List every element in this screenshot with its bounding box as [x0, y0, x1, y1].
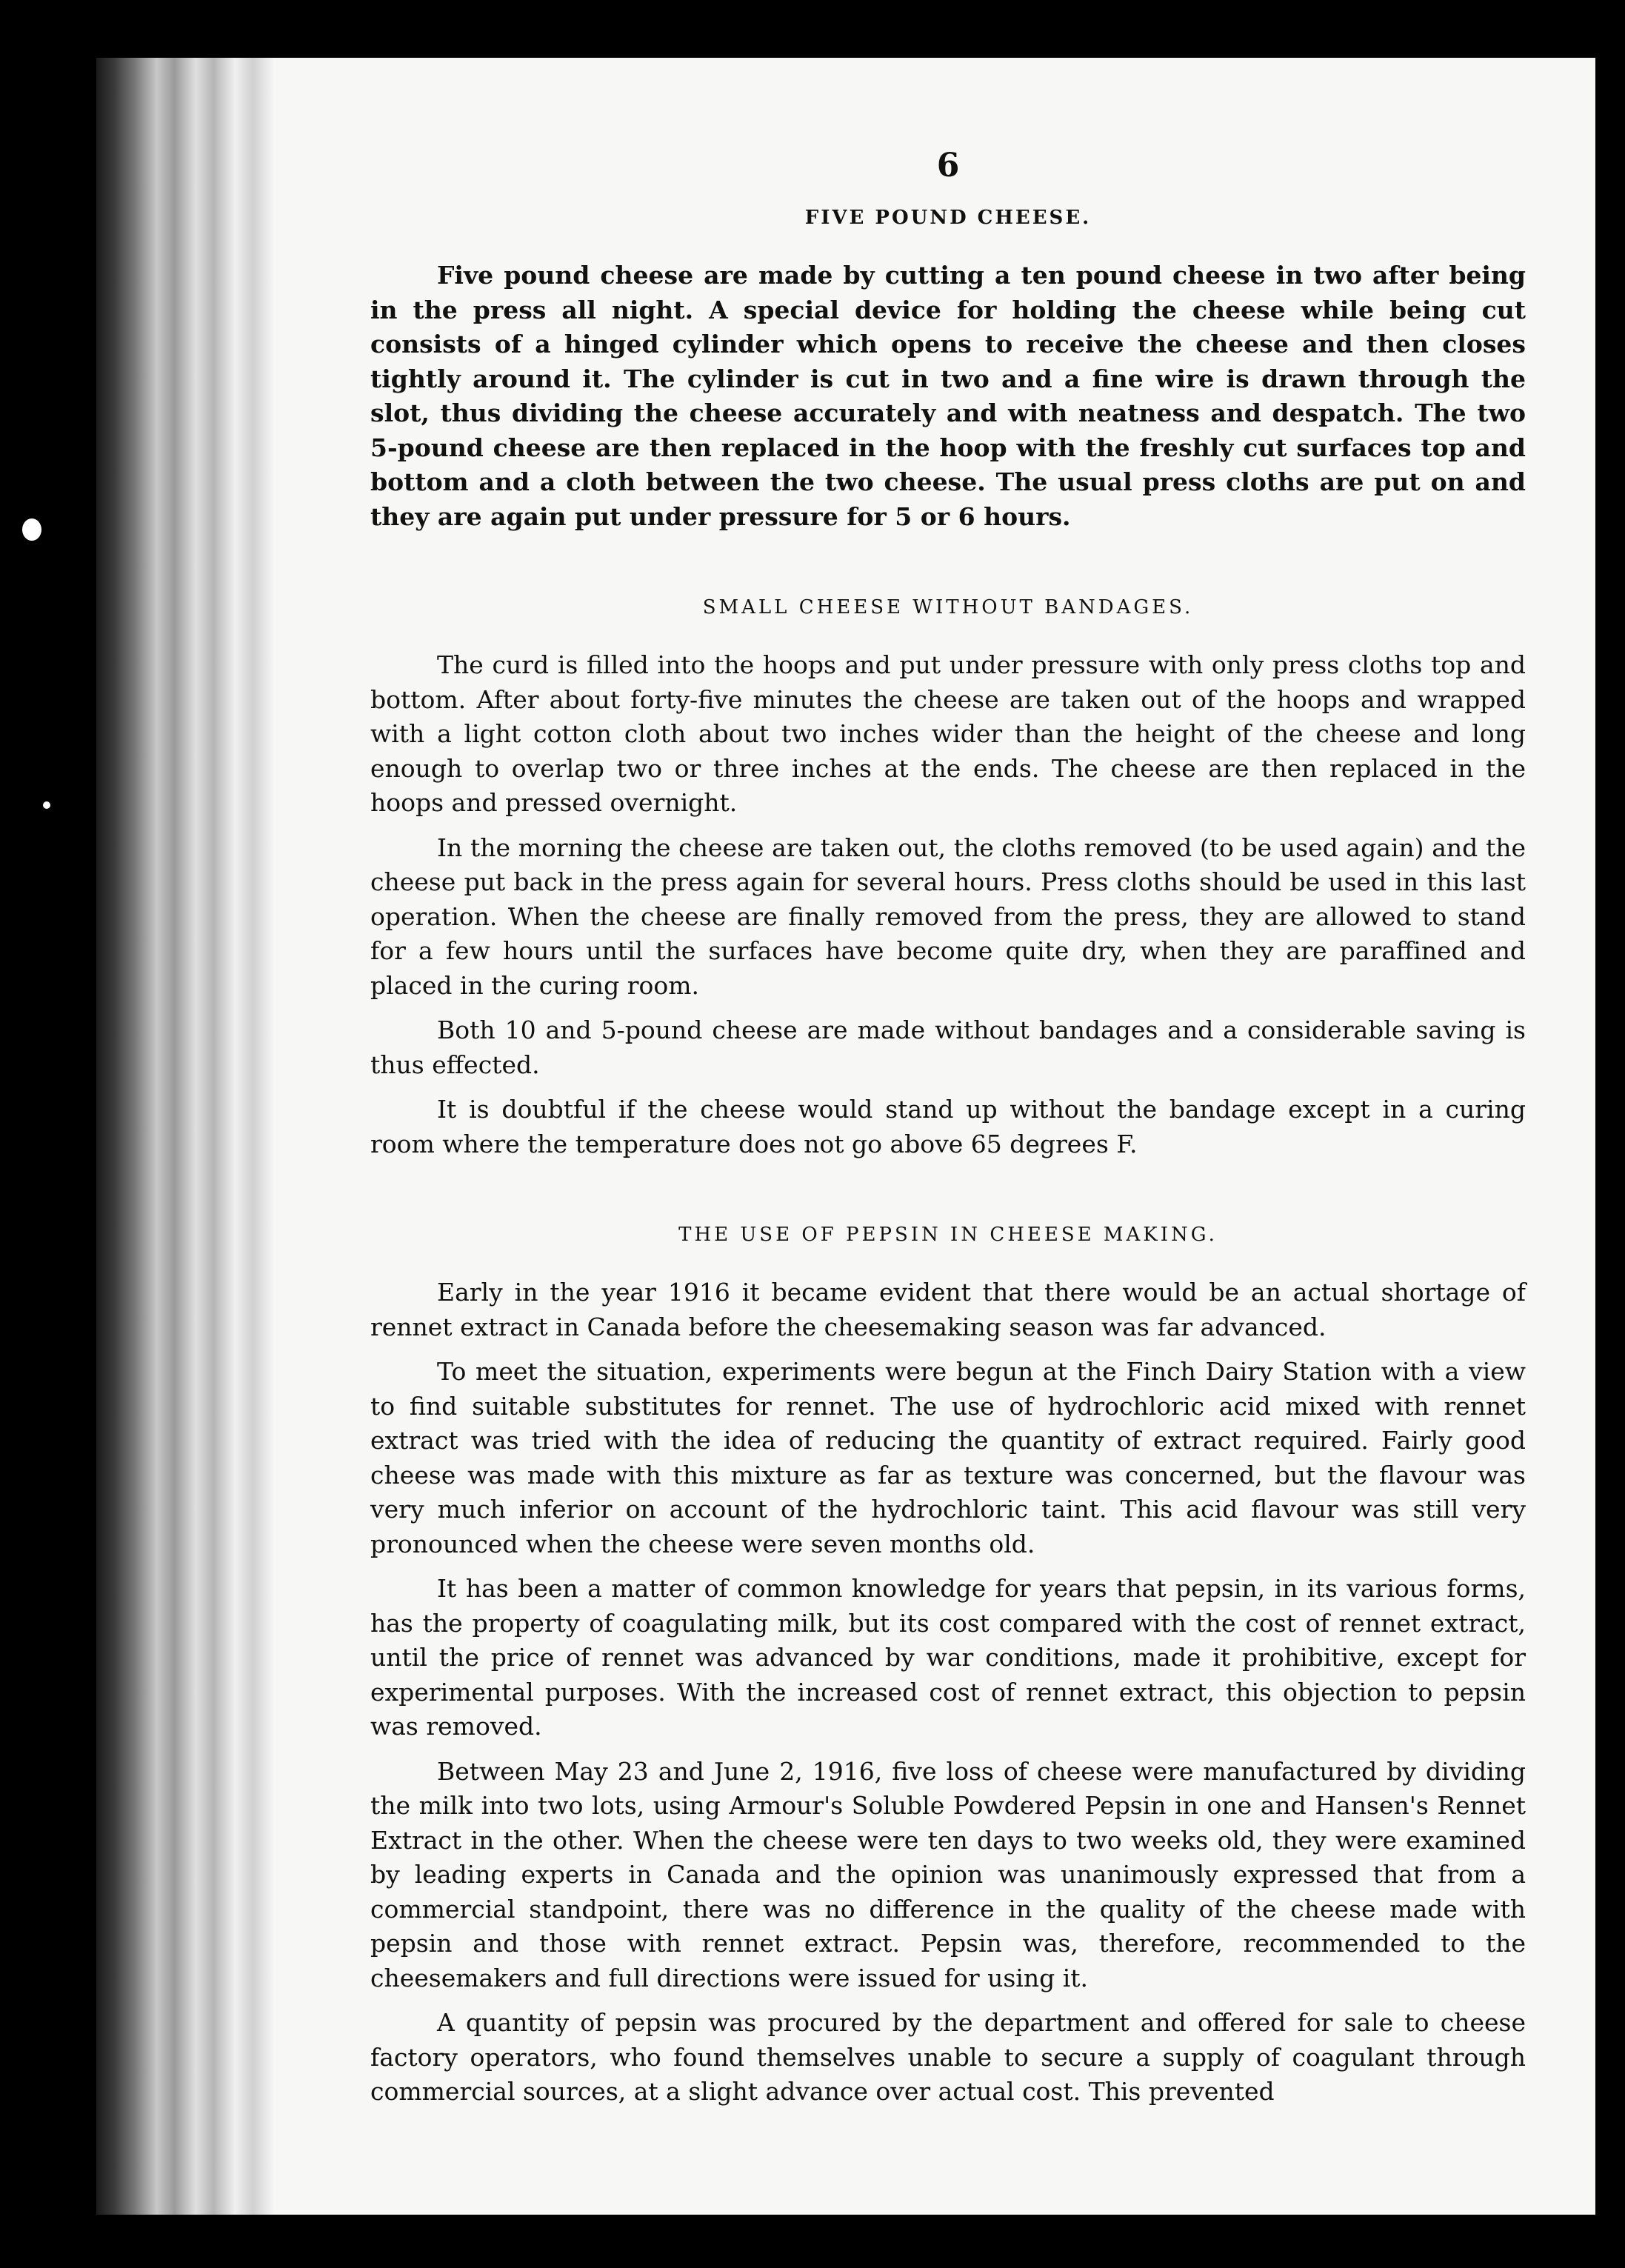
paragraph: Five pound cheese are made by cutting a ten pound cheese in two after being in the press all night. A special device for holding the cheese while being cut consists of a hinged cylinder which opens to receive the cheese and then closes tightly around it. The cylinder is cut in two and a fine wire is drawn through the slot, thus dividing the cheese accurately and with neatness and despatch. The two 5-pound cheese are then replaced in the hoop with the freshly cut surfaces top and bottom and a cloth between the two cheese. The usual press cloths are put on and they are again put under pressure for 5 or 6 hours. — [370, 261, 1526, 531]
paragraph: Between May 23 and June 2, 1916, five loss of cheese were manufactured by dividing the milk into two lots, using Armour's Soluble Powdered Pepsin in one and Hansen's Rennet Extract in the other. When the cheese were ten days to two weeks old, they were examined by leading experts in Canada and the opinion was unanimously expressed that from a commercial standpoint, there was no difference in the quality of the cheese made with pepsin and those with rennet extract. Pepsin was, therefore, recommended to the cheesemakers and full directions were issued for using it. — [370, 1756, 1526, 1992]
section-small-cheese-without-bandages — [370, 596, 1526, 1161]
paragraph: A quantity of pepsin was procured by the department and offered for sale to cheese factory operators, who found themselves unable to secure a supply of coagulant through commercial sources, at a slight advance over actual cost. This prevented — [370, 2008, 1526, 2106]
scan-speck — [43, 801, 50, 809]
scan-speck — [22, 518, 41, 541]
paragraph: In the morning the cheese are taken out, the cloths removed (to be used again) and the cheese put back in the press again for several hours. Press cloths should be used in this last operation. When the cheese are finally removed from the press, they are allowed to stand for a few hours until the surfaces have become quite dry, when they are paraffined and placed in the curing room. — [370, 833, 1526, 1000]
paragraph: Both 10 and 5-pound cheese are made without bandages and a considerable saving is thus effected. — [370, 1015, 1526, 1079]
paragraph: It has been a matter of common knowledge for years that pepsin, in its various forms, has the property of coagulating milk, but its cost compared with the cost of rennet extract, until the price of rennet was advanced by war conditions, made it prohibitive, except for experimental purposes. With the increased cost of rennet extract, this objection to pepsin was removed. — [370, 1574, 1526, 1741]
page-content — [370, 147, 1526, 2120]
paragraph: It is doubtful if the cheese would stand up without the bandage except in a curing room where the temperature does not go above 65 degrees F. — [370, 1095, 1526, 1158]
section-heading: FIVE POUND CHEESE. — [804, 207, 1092, 229]
document-page — [274, 58, 1595, 2215]
section-heading: THE USE OF PEPSIN IN CHEESE MAKING. — [678, 1224, 1218, 1246]
book-binding-edge — [96, 58, 274, 2215]
paragraph: Early in the year 1916 it became evident that there would be an actual shortage of rennet extract in Canada before the cheesemaking season was far advanced. — [370, 1278, 1526, 1341]
paragraph: To meet the situation, experiments were begun at the Finch Dairy Station with a view to find suitable substitutes for rennet. The use of hydrochloric acid mixed with rennet extract was tried with the idea of reducing the quantity of extract required. Fairly good cheese was made with this mixture as far as texture was concerned, but the flavour was very much inferior on account of the hydrochloric taint. This acid flavour was still very pronounced when the cheese were seven months old. — [370, 1357, 1526, 1558]
page-number: 6 — [936, 147, 960, 184]
section-five-pound-cheese — [370, 207, 1526, 534]
section-use-of-pepsin — [370, 1224, 1526, 2109]
section-heading: SMALL CHEESE WITHOUT BANDAGES. — [702, 596, 1194, 618]
paragraph: The curd is filled into the hoops and put under pressure with only press cloths top and bottom. After about forty-five minutes the cheese are taken out of the hoops and wrapped with a light cotton cloth about two inches wider than the height of the cheese and long enough to overlap two or three inches at the ends. The cheese are then replaced in the hoops and pressed overnight. — [370, 650, 1526, 817]
